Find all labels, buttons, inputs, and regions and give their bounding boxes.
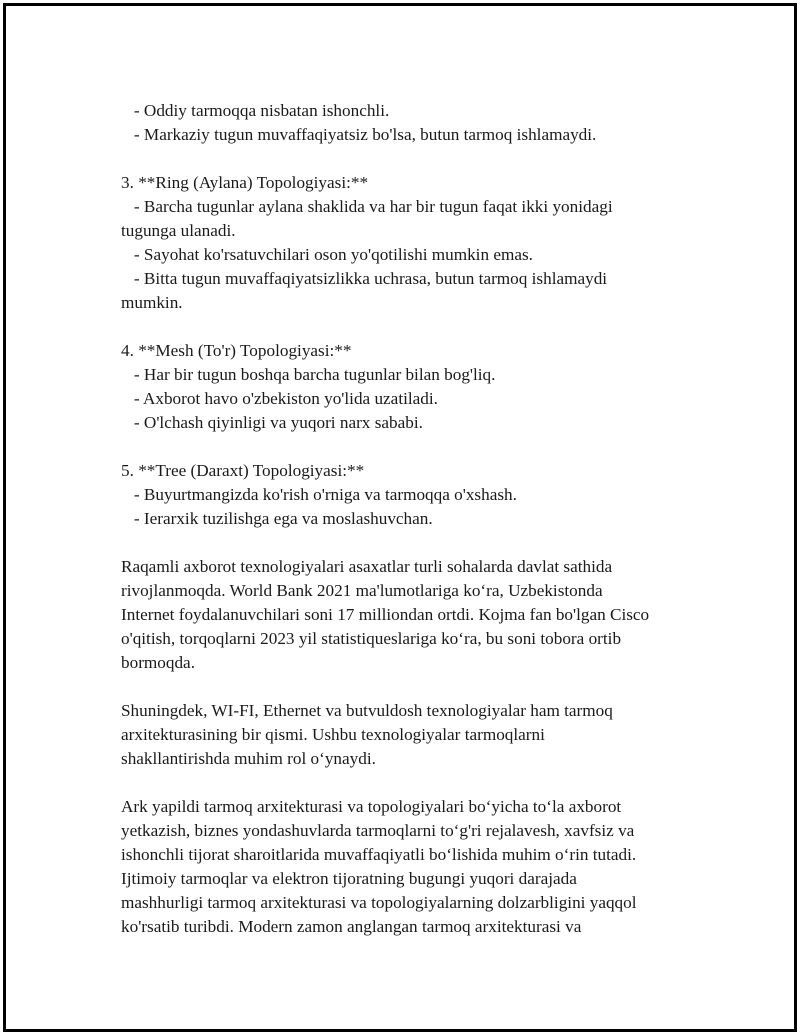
text-line: Shuningdek, WI-FI, Ethernet va butvuldosh texnologiyalar ham tarmoq (121, 701, 613, 720)
text-line: ko'rsatib turibdi. Modern zamon anglangan tarmoq arxitekturasi va (121, 917, 582, 936)
blank-line (121, 771, 711, 795)
text-line: rivojlanmoqda. World Bank 2021 ma'lumotlariga ko‘ra, Uzbekistonda (121, 581, 603, 600)
text-line: - Barcha tugunlar aylana shaklida va har bir tugun faqat ikki yonidagi (121, 197, 613, 216)
blank-line (121, 675, 711, 699)
text-line: - Har bir tugun boshqa barcha tugunlar bilan bog'liq. (121, 365, 496, 384)
text-line: tugunga ulanadi. (121, 221, 236, 240)
text-line: - Ierarxik tuzilishga ega va moslashuvchan. (121, 509, 433, 528)
document-body (121, 99, 711, 939)
text-line: arxitekturasining bir qismi. Ushbu texnologiyalar tarmoqlarni (121, 725, 545, 744)
text-line: - Buyurtmangizda ko'rish o'rniga va tarmoqqa o'xshash. (121, 485, 517, 504)
text-line: o'qitish, torqoqlarni 2023 yil statistiqueslariga ko‘ra, bu soni tobora ortib (121, 629, 622, 648)
text-line: Ark yapildi tarmoq arxitekturasi va topologiyalari bo‘yicha to‘la axborot (121, 797, 622, 816)
text-line: - Markaziy tugun muvaffaqiyatsiz bo'lsa, butun tarmoq ishlamaydi. (121, 125, 597, 144)
text-line: - Bitta tugun muvaffaqiyatsizlikka uchrasa, butun tarmoq ishlamaydi (121, 269, 608, 288)
text-line: - O'lchash qiyinligi va yuqori narx sababi. (121, 413, 423, 432)
blank-line (121, 315, 711, 339)
text-line: - Oddiy tarmoqqa nisbatan ishonchli. (121, 101, 390, 120)
text-line: shakllantirishda muhim rol o‘ynaydi. (121, 749, 376, 768)
blank-line (121, 147, 711, 171)
text-line: Internet foydalanuvchilari soni 17 milliondan ortdi. Kojma fan bo'lgan Cisco (121, 605, 650, 624)
text-line: 3. **Ring (Aylana) Topologiyasi:** (121, 173, 369, 192)
text-line: Ijtimoiy tarmoqlar va elektron tijoratning bugungi yuqori darajada (121, 869, 577, 888)
page-frame (3, 3, 797, 1032)
blank-line (121, 435, 711, 459)
text-line: bormoqda. (121, 653, 195, 672)
text-line: ishonchli tijorat sharoitlarida muvaffaqiyatli bo‘lishida muhim o‘rin tutadi. (121, 845, 637, 864)
blank-line (121, 531, 711, 555)
text-line: 5. **Tree (Daraxt) Topologiyasi:** (121, 461, 365, 480)
text-line: mumkin. (121, 293, 183, 312)
text-line: - Axborot havo o'zbekiston yo'lida uzatiladi. (121, 389, 438, 408)
text-line: mashhurligi tarmoq arxitekturasi va topologiyalarning dolzarbligini yaqqol (121, 893, 637, 912)
text-line: 4. **Mesh (To'r) Topologiyasi:** (121, 341, 352, 360)
text-line: - Sayohat ko'rsatuvchilari oson yo'qotilishi mumkin emas. (121, 245, 533, 264)
text-line: Raqamli axborot texnologiyalari asaxatlar turli sohalarda davlat sathida (121, 557, 613, 576)
text-line: yetkazish, biznes yondashuvlarda tarmoqlarni to‘g'ri rejalavesh, xavfsiz va (121, 821, 635, 840)
